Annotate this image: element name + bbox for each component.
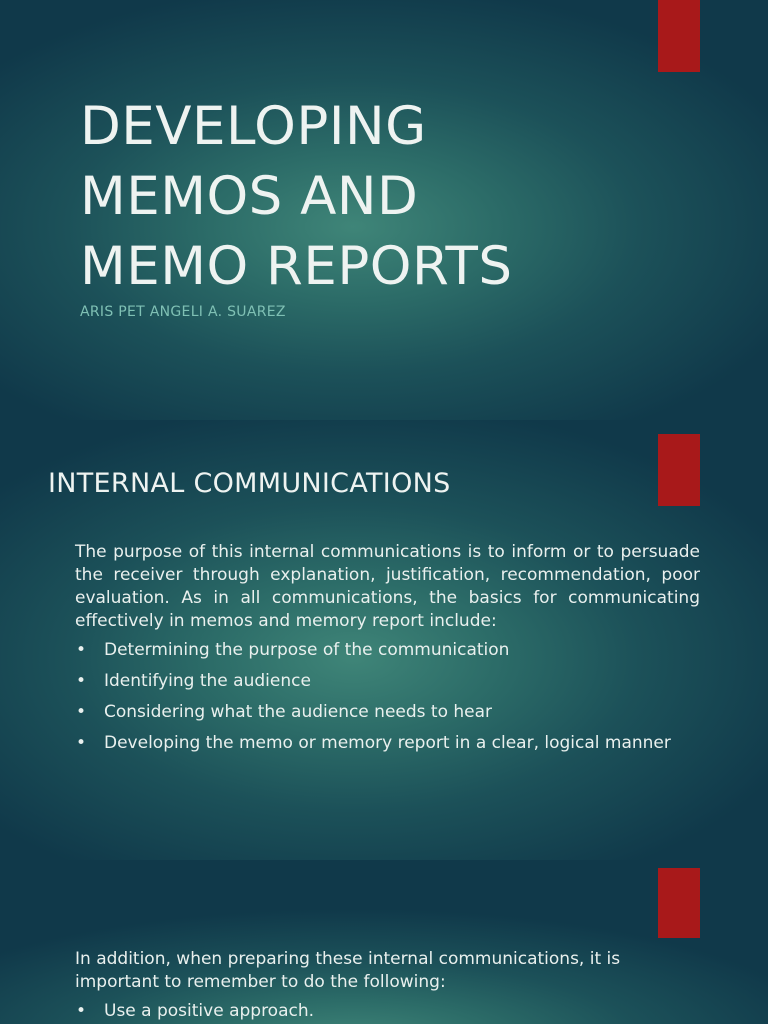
title-line: DEVELOPING: [80, 96, 427, 157]
slide-body: [75, 948, 700, 1024]
list-item: • Use a positive approach.: [75, 1000, 700, 1023]
slide-heading: INTERNAL COMMUNICATIONS: [48, 468, 451, 499]
additional-guidelines-slide: [0, 860, 768, 1024]
list-item: • Determining the purpose of the communication: [75, 639, 700, 662]
page-title: [80, 92, 640, 302]
bullet-list: [75, 639, 700, 755]
slide-body: [75, 541, 700, 763]
author-name: ARIS PET ANGELI A. SUAREZ: [80, 304, 286, 320]
title-line: MEMOS AND: [80, 166, 419, 227]
list-item: • Developing the memo or memory report in a clear, logical manner: [75, 732, 700, 755]
list-item: • Considering what the audience needs to hear: [75, 701, 700, 724]
title-line: MEMO REPORTS: [80, 236, 513, 297]
title-slide: [0, 0, 768, 420]
bullet-list: [75, 1000, 700, 1023]
body-paragraph: The purpose of this internal communications is to inform or to persuade the receiver through explanation, justification, recommendation, poor evaluation. As in all communications, the basics for communicating effectively in memos and memory report include:: [75, 542, 700, 631]
internal-communications-slide: [0, 420, 768, 860]
body-paragraph: In addition, when preparing these internal communications, it is important to remember to do the following:: [75, 949, 621, 992]
accent-bar: [658, 0, 700, 72]
list-item: • Identifying the audience: [75, 670, 700, 693]
accent-bar: [658, 868, 700, 938]
accent-bar: [658, 434, 700, 506]
